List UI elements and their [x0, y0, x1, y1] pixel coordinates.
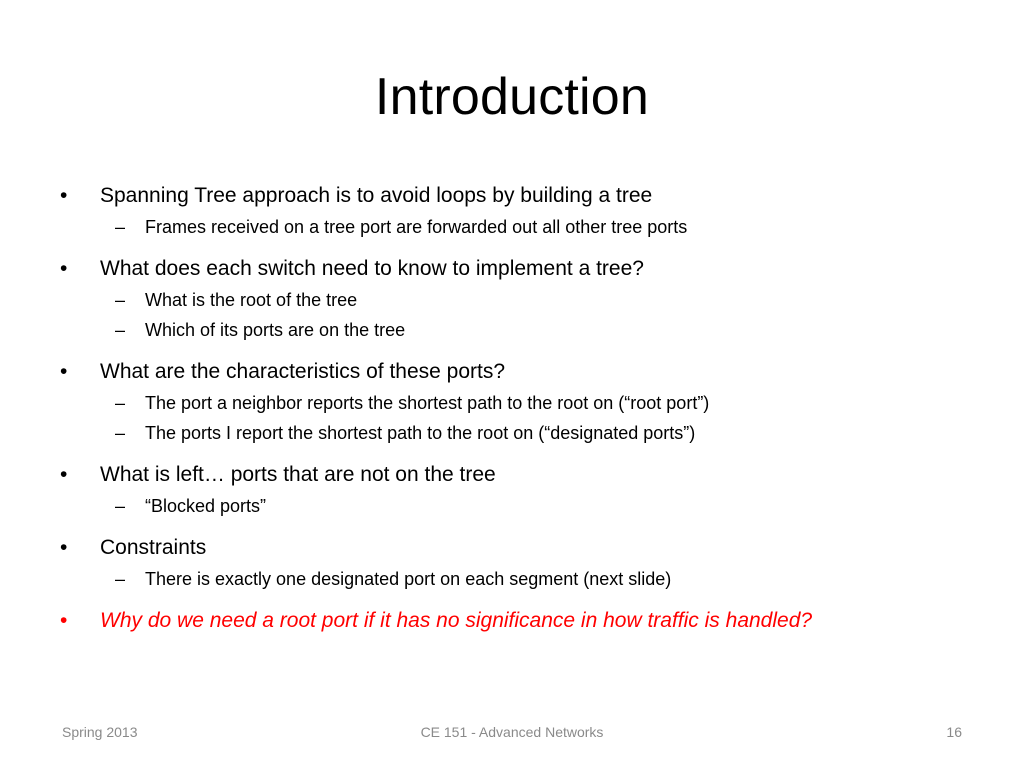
sub-bullet-text: Which of its ports are on the tree	[145, 320, 406, 340]
sub-bullet-item	[100, 285, 980, 315]
bullet-item	[60, 459, 980, 521]
bullet-item	[60, 356, 980, 448]
sub-bullet-text: The port a neighbor reports the shortest path to the root on (“root port”)	[145, 393, 710, 413]
sub-bullet-text: “Blocked ports”	[145, 496, 267, 516]
bullet-text: What is left… ports that are not on the tree	[100, 463, 496, 486]
sub-bullet-marker: –	[115, 423, 126, 443]
bullet-list	[60, 180, 980, 637]
bullet-marker: •	[60, 257, 68, 280]
bullet-marker: •	[60, 609, 68, 632]
sub-bullet-item	[100, 418, 980, 448]
sub-bullet-marker: –	[115, 393, 126, 413]
bullet-text: Why do we need a root port if it has no significance in how traffic is handled?	[100, 609, 813, 632]
sub-bullet-text: What is the root of the tree	[145, 290, 358, 310]
sub-bullet-marker: –	[115, 496, 126, 516]
bullet-item	[60, 253, 980, 345]
bullet-marker: •	[60, 536, 68, 559]
bullet-text: Constraints	[100, 536, 207, 559]
bullet-text: What does each switch need to know to implement a tree?	[100, 257, 644, 280]
sub-bullet-item	[100, 491, 980, 521]
slide-title: Introduction	[374, 68, 650, 126]
bullet-item	[60, 532, 980, 594]
sub-bullet-marker: –	[115, 569, 126, 589]
footer-course: CE 151 - Advanced Networks	[420, 724, 604, 740]
sub-bullet-text: Frames received on a tree port are forwarded out all other tree ports	[145, 217, 688, 237]
sub-bullet-marker: –	[115, 217, 126, 237]
sub-bullet-text: There is exactly one designated port on each segment (next slide)	[145, 569, 672, 589]
bullet-marker: •	[60, 360, 68, 383]
bullet-marker: •	[60, 463, 68, 486]
bullet-marker: •	[60, 184, 68, 207]
bullet-item	[60, 180, 980, 242]
sub-bullet-item	[100, 212, 980, 242]
bullet-text: What are the characteristics of these ports?	[100, 360, 506, 383]
sub-bullet-marker: –	[115, 290, 126, 310]
sub-bullet-marker: –	[115, 320, 126, 340]
sub-bullet-item	[100, 388, 980, 418]
sub-bullet-item	[100, 315, 980, 345]
sub-bullet-text: The ports I report the shortest path to the root on (“designated ports”)	[145, 423, 696, 443]
bullet-text: Spanning Tree approach is to avoid loops by building a tree	[100, 184, 653, 207]
bullet-item-question	[60, 605, 980, 637]
slide-number: 16	[946, 724, 962, 740]
footer-date: Spring 2013	[62, 724, 138, 740]
sub-bullet-item	[100, 564, 980, 594]
